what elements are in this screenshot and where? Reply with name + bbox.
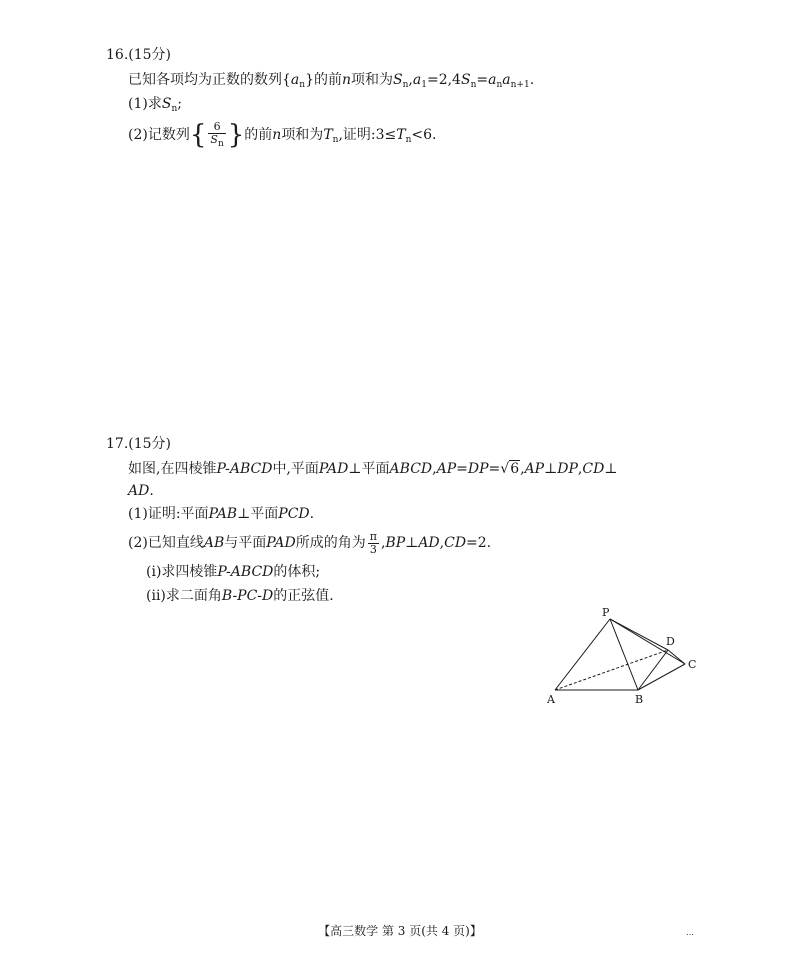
edge-bc [638,664,685,690]
edge-bd [638,650,668,690]
edge-cd [668,650,685,664]
q17-part1: (1)证明:平面PAB⊥平面PCD. [128,506,315,522]
q16-part2: (2)记数列{ $\frac{6}{S_n}$ }的前n项和为$T_n$,证明$:3\le T_n<6$. [128,119,437,150]
q17-stem-line1: 如图,在四棱锥P-ABCD中,平面PAD⊥平面ABCD,AP=DP=√6,AP⊥DP,CD⊥ [128,461,618,477]
page-footer: 【高三数学 第 3 页(共 4 页)】 [318,924,482,938]
edge-pa [555,619,610,690]
label-p: P [602,606,610,619]
edge-pd [610,619,668,650]
label-d: D [666,635,675,648]
q17-sub1: (ⅰ)求四棱锥P-ABCD的体积; [146,564,321,580]
edge-pb [610,619,638,690]
fraction-pi-over-3: $\frac{\pi}{3}$ [369,529,377,556]
q17-stem-line2: AD. [128,483,154,499]
sqrt-6: √6 [500,461,520,477]
q16-part1: (1)求$S_n$; [128,96,182,114]
label-b: B [635,693,644,706]
label-a: A [547,693,555,706]
q16-stem: 已知各项均为正数的数列$\{a_n\}$的前n项和为$S_n,a_1=2,4S_n=a_na_{n+1}$. [128,72,535,90]
right-brace: } [227,120,245,150]
label-c: C [688,658,697,671]
left-brace: { [189,120,207,150]
edge-ad-hidden [555,650,668,690]
pyramid-diagram [540,605,710,710]
q17-sub2: (ⅱ)求二面角B-PC-D的正弦值. [146,588,334,604]
q16-header: 16.(15分) [106,47,172,63]
q17-part2: (2)已知直线AB与平面PAD所成的角为 $\frac{\pi}{3}$ ,BP⊥AD,CD=2. [128,529,492,556]
corner-mark: … [686,928,694,937]
fraction-6-over-sn: $\frac{6}{S_n}$ [210,119,224,149]
q17-header: 17.(15分) [106,436,172,452]
